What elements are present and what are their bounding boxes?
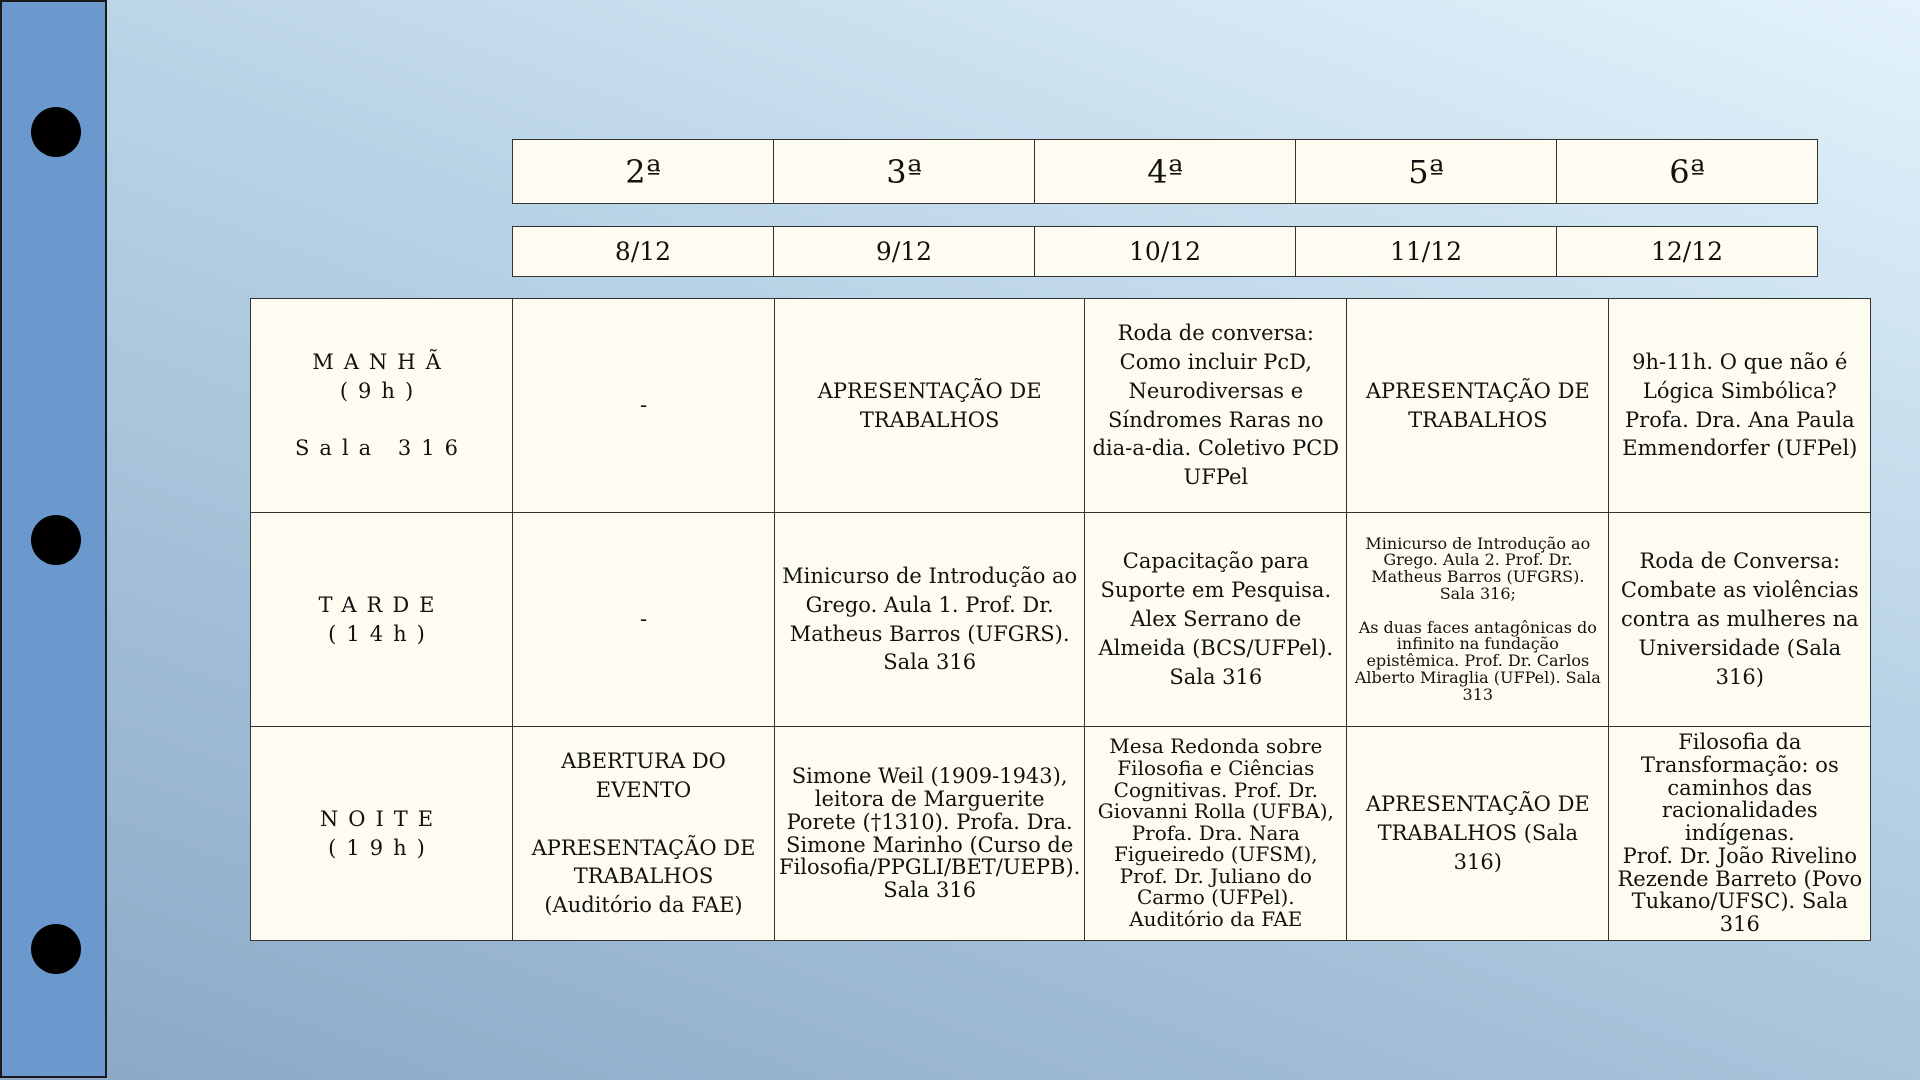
period-label: TARDE (14h) (251, 513, 513, 727)
period-label: NOITE (19h) (251, 727, 513, 941)
binder-hole (31, 515, 81, 565)
weekday-cell: 4ª (1034, 139, 1296, 204)
date-cell: 9/12 (773, 226, 1035, 277)
weekday-cell: 2ª (512, 139, 774, 204)
schedule-cell: Roda de Conversa: Combate as violências contra as mulheres na Universidade (Sala 316) (1609, 513, 1871, 727)
schedule-cell: APRESENTAÇÃO DE TRABALHOS (1347, 299, 1609, 513)
schedule-cell: APRESENTAÇÃO DE TRABALHOS (Sala 316) (1347, 727, 1609, 941)
table-row (251, 299, 1871, 513)
schedule-cell: Minicurso de Introdução ao Grego. Aula 2. Prof. Dr. Matheus Barros (UFGRS). Sala 316; As duas faces antagônicas do infinito na fundação epistêmica. Prof. Dr. Carlos Alberto Miraglia (UFPel). Sala 313 (1347, 513, 1609, 727)
schedule-cell: ABERTURA DO EVENTO APRESENTAÇÃO DE TRABALHOS (Auditório da FAE) (513, 727, 775, 941)
date-header-row (512, 226, 1818, 277)
binder-hole (31, 107, 81, 157)
schedule-cell: Simone Weil (1909-1943), leitora de Marguerite Porete (†1310). Profa. Dra. Simone Marinho (Curso de Filosofia/PPGLI/BET/UEPB). Sala 316 (775, 727, 1085, 941)
table-row (251, 727, 1871, 941)
schedule-table (250, 298, 1871, 941)
weekday-cell: 6ª (1556, 139, 1818, 204)
schedule-cell: 9h-11h. O que não é Lógica Simbólica? Profa. Dra. Ana Paula Emmendorfer (UFPel) (1609, 299, 1871, 513)
table-row (251, 513, 1871, 727)
schedule-cell: Minicurso de Introdução ao Grego. Aula 1. Prof. Dr. Matheus Barros (UFGRS). Sala 316 (775, 513, 1085, 727)
schedule-cell: Roda de conversa: Como incluir PcD, Neurodiversas e Síndromes Raras no dia-a-dia. Coletivo PCD UFPel (1085, 299, 1347, 513)
date-cell: 8/12 (512, 226, 774, 277)
date-cell: 10/12 (1034, 226, 1296, 277)
weekday-cell: 3ª (773, 139, 1035, 204)
schedule-cell: Filosofia da Transformação: os caminhos das racionalidades indígenas. Prof. Dr. João Rivelino Rezende Barreto (Povo Tukano/UFSC). Sala 316 (1609, 727, 1871, 941)
date-cell: 11/12 (1295, 226, 1557, 277)
weekday-header-row (512, 139, 1818, 204)
binder-strip (0, 0, 107, 1078)
date-cell: 12/12 (1556, 226, 1818, 277)
binder-hole (31, 924, 81, 974)
schedule-cell: APRESENTAÇÃO DE TRABALHOS (775, 299, 1085, 513)
weekday-cell: 5ª (1295, 139, 1557, 204)
schedule-cell: Capacitação para Suporte em Pesquisa. Alex Serrano de Almeida (BCS/UFPel). Sala 316 (1085, 513, 1347, 727)
schedule-cell: Mesa Redonda sobre Filosofia e Ciências Cognitivas. Prof. Dr. Giovanni Rolla (UFBA), Profa. Dra. Nara Figueiredo (UFSM), Prof. Dr. Juliano do Carmo (UFPel). Auditório da FAE (1085, 727, 1347, 941)
schedule-cell: - (513, 299, 775, 513)
schedule-cell: - (513, 513, 775, 727)
period-label: MANHÃ (9h) Sala 316 (251, 299, 513, 513)
